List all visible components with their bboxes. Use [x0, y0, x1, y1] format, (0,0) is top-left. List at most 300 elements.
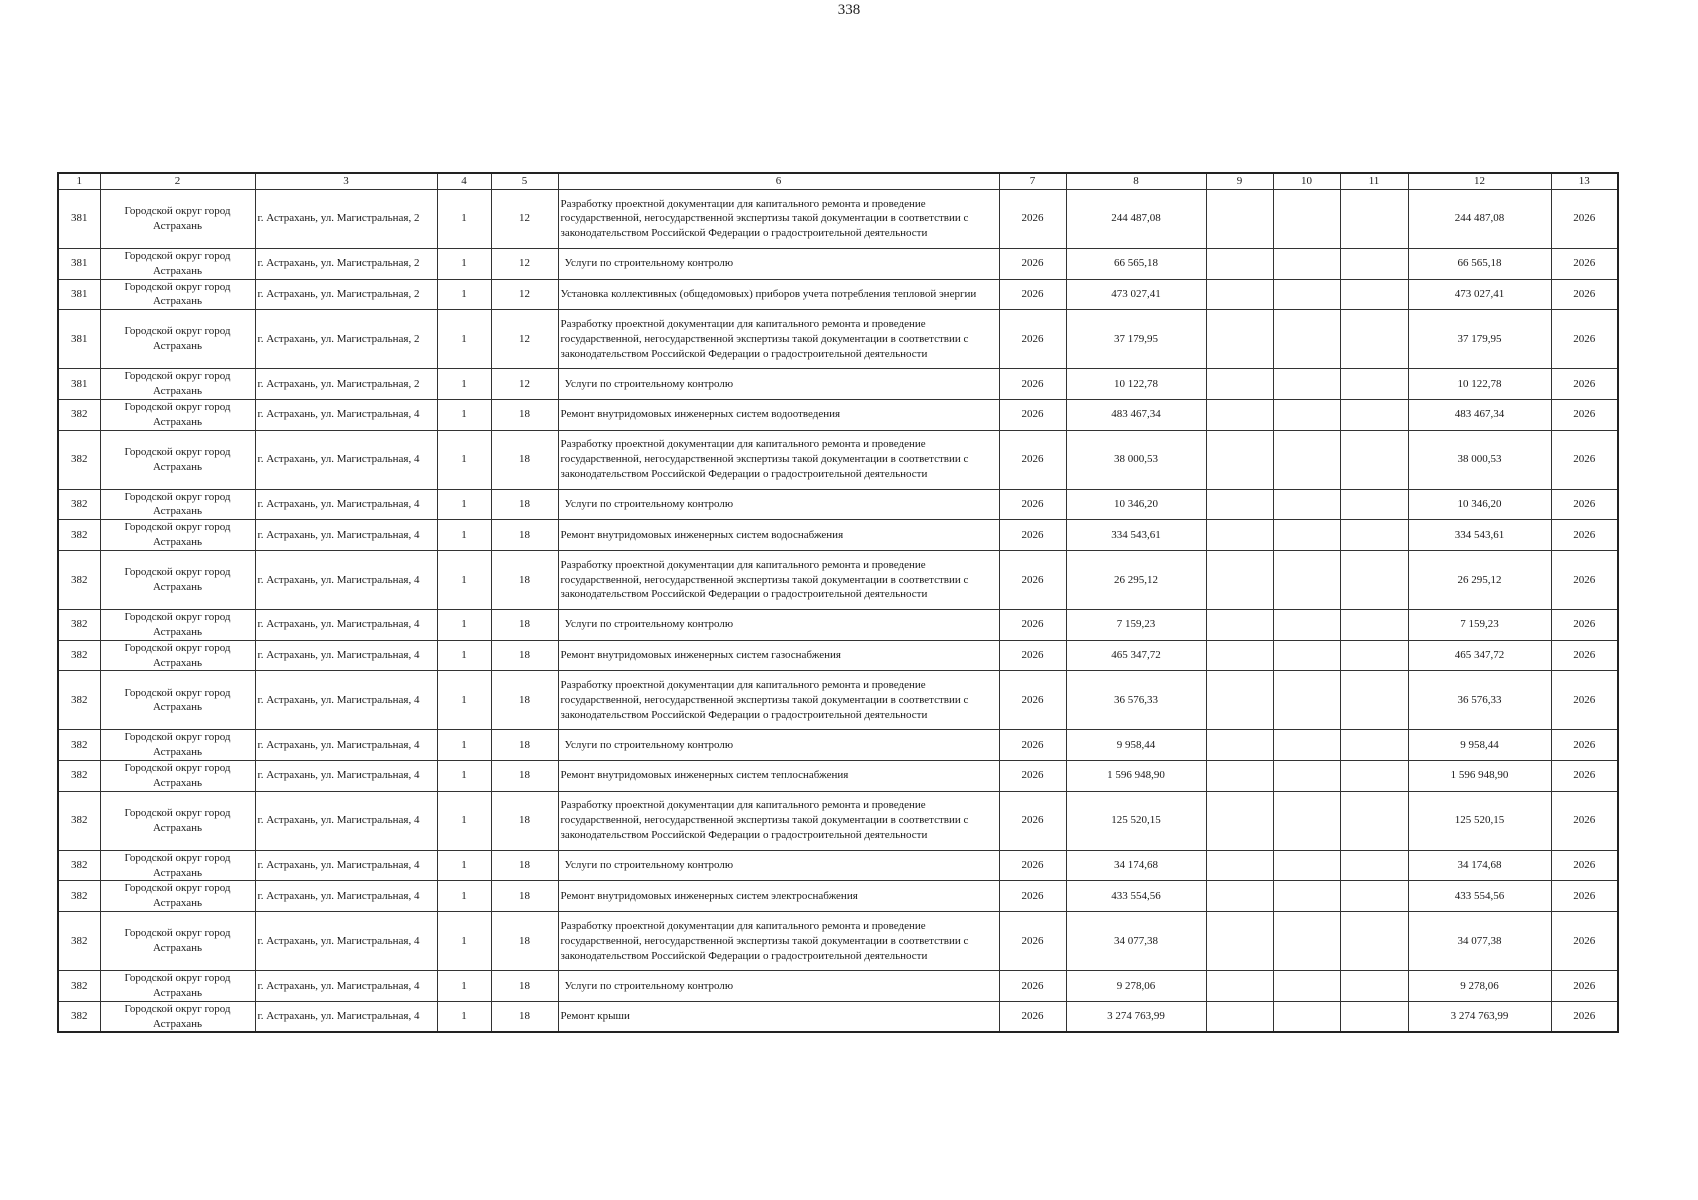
municipality-cell: Городской округ город Астрахань — [100, 310, 255, 369]
col4-cell: 1 — [437, 609, 491, 640]
work-type-cell: Разработку проектной документации для капитального ремонта и проведение государственной, негосударственной экспертизы такой документации в соответствии с законодательством Российской Федерации о градостроительной деятельности — [558, 430, 999, 489]
col10-cell — [1273, 971, 1340, 1002]
col11-cell — [1340, 730, 1408, 761]
col5-cell: 18 — [491, 520, 558, 551]
col4-cell: 1 — [437, 730, 491, 761]
completion-year-cell: 2026 — [1551, 640, 1618, 671]
col10-cell — [1273, 279, 1340, 310]
address-cell: г. Астрахань, ул. Магистральная, 4 — [255, 640, 437, 671]
work-type-cell: Услуги по строительному контролю — [558, 850, 999, 881]
col5-cell: 18 — [491, 671, 558, 730]
address-cell: г. Астрахань, ул. Магистральная, 4 — [255, 430, 437, 489]
municipality-cell: Городской округ город Астрахань — [100, 640, 255, 671]
completion-year-cell: 2026 — [1551, 279, 1618, 310]
col10-cell — [1273, 671, 1340, 730]
table-row — [58, 310, 1618, 369]
cost-cell: 10 122,78 — [1066, 369, 1206, 400]
column-header: 6 — [558, 173, 999, 189]
col4-cell: 1 — [437, 912, 491, 971]
col4-cell: 1 — [437, 279, 491, 310]
year-cell: 2026 — [999, 248, 1066, 279]
row-number-cell: 382 — [58, 761, 100, 792]
municipality-cell: Городской округ город Астрахань — [100, 609, 255, 640]
cost-cell: 66 565,18 — [1066, 248, 1206, 279]
municipality-cell: Городской округ город Астрахань — [100, 850, 255, 881]
column-header: 9 — [1206, 173, 1273, 189]
col4-cell: 1 — [437, 399, 491, 430]
col5-cell: 18 — [491, 399, 558, 430]
col9-cell — [1206, 489, 1273, 520]
year-cell: 2026 — [999, 399, 1066, 430]
table-row — [58, 791, 1618, 850]
completion-year-cell: 2026 — [1551, 971, 1618, 1002]
col10-cell — [1273, 640, 1340, 671]
col11-cell — [1340, 881, 1408, 912]
col9-cell — [1206, 399, 1273, 430]
col11-cell — [1340, 310, 1408, 369]
municipality-cell: Городской округ город Астрахань — [100, 791, 255, 850]
col5-cell: 12 — [491, 310, 558, 369]
work-type-cell: Ремонт внутридомовых инженерных систем теплоснабжения — [558, 761, 999, 792]
col4-cell: 1 — [437, 1001, 491, 1032]
year-cell: 2026 — [999, 189, 1066, 248]
col5-cell: 18 — [491, 761, 558, 792]
row-number-cell: 382 — [58, 912, 100, 971]
column-header: 11 — [1340, 173, 1408, 189]
col9-cell — [1206, 640, 1273, 671]
col9-cell — [1206, 1001, 1273, 1032]
total-cell: 1 596 948,90 — [1408, 761, 1551, 792]
col11-cell — [1340, 189, 1408, 248]
completion-year-cell: 2026 — [1551, 310, 1618, 369]
col9-cell — [1206, 730, 1273, 761]
col11-cell — [1340, 550, 1408, 609]
municipality-cell: Городской округ город Астрахань — [100, 1001, 255, 1032]
col4-cell: 1 — [437, 881, 491, 912]
col9-cell — [1206, 310, 1273, 369]
address-cell: г. Астрахань, ул. Магистральная, 4 — [255, 550, 437, 609]
cost-cell: 26 295,12 — [1066, 550, 1206, 609]
work-type-cell: Разработку проектной документации для капитального ремонта и проведение государственной, негосударственной экспертизы такой документации в соответствии с законодательством Российской Федерации о градостроительной деятельности — [558, 912, 999, 971]
col11-cell — [1340, 791, 1408, 850]
col5-cell: 18 — [491, 550, 558, 609]
total-cell: 465 347,72 — [1408, 640, 1551, 671]
completion-year-cell: 2026 — [1551, 550, 1618, 609]
cost-cell: 7 159,23 — [1066, 609, 1206, 640]
col11-cell — [1340, 640, 1408, 671]
col10-cell — [1273, 761, 1340, 792]
address-cell: г. Астрахань, ул. Магистральная, 2 — [255, 310, 437, 369]
completion-year-cell: 2026 — [1551, 671, 1618, 730]
year-cell: 2026 — [999, 881, 1066, 912]
total-cell: 10 122,78 — [1408, 369, 1551, 400]
column-number-row — [58, 173, 1618, 189]
column-header: 4 — [437, 173, 491, 189]
col4-cell: 1 — [437, 671, 491, 730]
col11-cell — [1340, 671, 1408, 730]
col10-cell — [1273, 850, 1340, 881]
col11-cell — [1340, 1001, 1408, 1032]
year-cell: 2026 — [999, 609, 1066, 640]
municipality-cell: Городской округ город Астрахань — [100, 189, 255, 248]
page-number: 338 — [837, 2, 861, 18]
col5-cell: 12 — [491, 369, 558, 400]
work-type-cell: Разработку проектной документации для капитального ремонта и проведение государственной, негосударственной экспертизы такой документации в соответствии с законодательством Российской Федерации о градостроительной деятельности — [558, 189, 999, 248]
col10-cell — [1273, 730, 1340, 761]
col11-cell — [1340, 430, 1408, 489]
col5-cell: 12 — [491, 189, 558, 248]
col10-cell — [1273, 369, 1340, 400]
col10-cell — [1273, 399, 1340, 430]
cost-cell: 36 576,33 — [1066, 671, 1206, 730]
row-number-cell: 382 — [58, 489, 100, 520]
municipality-cell: Городской округ город Астрахань — [100, 912, 255, 971]
col5-cell: 18 — [491, 430, 558, 489]
total-cell: 473 027,41 — [1408, 279, 1551, 310]
col4-cell: 1 — [437, 761, 491, 792]
municipality-cell: Городской округ город Астрахань — [100, 671, 255, 730]
col9-cell — [1206, 430, 1273, 489]
cost-cell: 1 596 948,90 — [1066, 761, 1206, 792]
col11-cell — [1340, 248, 1408, 279]
col10-cell — [1273, 550, 1340, 609]
municipality-cell: Городской округ город Астрахань — [100, 520, 255, 551]
column-header: 1 — [58, 173, 100, 189]
work-type-cell: Услуги по строительному контролю — [558, 489, 999, 520]
column-header: 5 — [491, 173, 558, 189]
year-cell: 2026 — [999, 912, 1066, 971]
col5-cell: 18 — [491, 1001, 558, 1032]
column-header: 2 — [100, 173, 255, 189]
col10-cell — [1273, 248, 1340, 279]
municipality-cell: Городской округ город Астрахань — [100, 881, 255, 912]
total-cell: 38 000,53 — [1408, 430, 1551, 489]
municipality-cell: Городской округ город Астрахань — [100, 550, 255, 609]
total-cell: 37 179,95 — [1408, 310, 1551, 369]
col5-cell: 18 — [491, 850, 558, 881]
work-type-cell: Разработку проектной документации для капитального ремонта и проведение государственной, негосударственной экспертизы такой документации в соответствии с законодательством Российской Федерации о градостроительной деятельности — [558, 791, 999, 850]
completion-year-cell: 2026 — [1551, 248, 1618, 279]
col10-cell — [1273, 189, 1340, 248]
completion-year-cell: 2026 — [1551, 189, 1618, 248]
cost-cell: 465 347,72 — [1066, 640, 1206, 671]
completion-year-cell: 2026 — [1551, 369, 1618, 400]
row-number-cell: 382 — [58, 430, 100, 489]
col9-cell — [1206, 609, 1273, 640]
col11-cell — [1340, 971, 1408, 1002]
address-cell: г. Астрахань, ул. Магистральная, 4 — [255, 671, 437, 730]
cost-cell: 9 958,44 — [1066, 730, 1206, 761]
table-row — [58, 189, 1618, 248]
col5-cell: 18 — [491, 640, 558, 671]
address-cell: г. Астрахань, ул. Магистральная, 4 — [255, 1001, 437, 1032]
total-cell: 36 576,33 — [1408, 671, 1551, 730]
col5-cell: 18 — [491, 971, 558, 1002]
table-row — [58, 881, 1618, 912]
completion-year-cell: 2026 — [1551, 730, 1618, 761]
col10-cell — [1273, 1001, 1340, 1032]
completion-year-cell: 2026 — [1551, 791, 1618, 850]
col9-cell — [1206, 248, 1273, 279]
completion-year-cell: 2026 — [1551, 609, 1618, 640]
work-type-cell: Услуги по строительному контролю — [558, 609, 999, 640]
col4-cell: 1 — [437, 248, 491, 279]
col11-cell — [1340, 489, 1408, 520]
col9-cell — [1206, 791, 1273, 850]
work-type-cell: Ремонт внутридомовых инженерных систем электроснабжения — [558, 881, 999, 912]
total-cell: 3 274 763,99 — [1408, 1001, 1551, 1032]
row-number-cell: 381 — [58, 248, 100, 279]
table-row — [58, 520, 1618, 551]
col4-cell: 1 — [437, 489, 491, 520]
col11-cell — [1340, 369, 1408, 400]
col11-cell — [1340, 520, 1408, 551]
col9-cell — [1206, 912, 1273, 971]
work-type-cell: Установка коллективных (общедомовых) приборов учета потребления тепловой энергии — [558, 279, 999, 310]
col5-cell: 12 — [491, 248, 558, 279]
completion-year-cell: 2026 — [1551, 1001, 1618, 1032]
col5-cell: 18 — [491, 791, 558, 850]
col4-cell: 1 — [437, 310, 491, 369]
col11-cell — [1340, 279, 1408, 310]
row-number-cell: 381 — [58, 189, 100, 248]
cost-cell: 9 278,06 — [1066, 971, 1206, 1002]
year-cell: 2026 — [999, 520, 1066, 551]
municipality-cell: Городской округ город Астрахань — [100, 369, 255, 400]
total-cell: 26 295,12 — [1408, 550, 1551, 609]
address-cell: г. Астрахань, ул. Магистральная, 2 — [255, 369, 437, 400]
row-number-cell: 382 — [58, 730, 100, 761]
year-cell: 2026 — [999, 640, 1066, 671]
col9-cell — [1206, 279, 1273, 310]
col4-cell: 1 — [437, 430, 491, 489]
cost-cell: 334 543,61 — [1066, 520, 1206, 551]
completion-year-cell: 2026 — [1551, 850, 1618, 881]
work-type-cell: Услуги по строительному контролю — [558, 369, 999, 400]
address-cell: г. Астрахань, ул. Магистральная, 4 — [255, 881, 437, 912]
table-row — [58, 640, 1618, 671]
col9-cell — [1206, 550, 1273, 609]
row-number-cell: 381 — [58, 279, 100, 310]
row-number-cell: 382 — [58, 1001, 100, 1032]
row-number-cell: 382 — [58, 640, 100, 671]
col5-cell: 18 — [491, 912, 558, 971]
year-cell: 2026 — [999, 430, 1066, 489]
completion-year-cell: 2026 — [1551, 520, 1618, 551]
year-cell: 2026 — [999, 1001, 1066, 1032]
year-cell: 2026 — [999, 369, 1066, 400]
table-row — [58, 489, 1618, 520]
row-number-cell: 381 — [58, 369, 100, 400]
address-cell: г. Астрахань, ул. Магистральная, 4 — [255, 971, 437, 1002]
address-cell: г. Астрахань, ул. Магистральная, 4 — [255, 489, 437, 520]
total-cell: 433 554,56 — [1408, 881, 1551, 912]
work-type-cell: Разработку проектной документации для капитального ремонта и проведение государственной, негосударственной экспертизы такой документации в соответствии с законодательством Российской Федерации о градостроительной деятельности — [558, 310, 999, 369]
column-header: 12 — [1408, 173, 1551, 189]
col4-cell: 1 — [437, 791, 491, 850]
table-row — [58, 430, 1618, 489]
col11-cell — [1340, 609, 1408, 640]
col4-cell: 1 — [437, 850, 491, 881]
column-header: 7 — [999, 173, 1066, 189]
table-row — [58, 1001, 1618, 1032]
table-row — [58, 279, 1618, 310]
row-number-cell: 382 — [58, 399, 100, 430]
cost-cell: 473 027,41 — [1066, 279, 1206, 310]
municipality-cell: Городской округ город Астрахань — [100, 489, 255, 520]
address-cell: г. Астрахань, ул. Магистральная, 2 — [255, 189, 437, 248]
row-number-cell: 382 — [58, 520, 100, 551]
table-body — [58, 189, 1618, 1032]
row-number-cell: 382 — [58, 850, 100, 881]
address-cell: г. Астрахань, ул. Магистральная, 4 — [255, 609, 437, 640]
row-number-cell: 382 — [58, 609, 100, 640]
municipality-cell: Городской округ город Астрахань — [100, 399, 255, 430]
work-type-cell: Ремонт внутридомовых инженерных систем газоснабжения — [558, 640, 999, 671]
col5-cell: 18 — [491, 730, 558, 761]
municipality-cell: Городской округ город Астрахань — [100, 761, 255, 792]
col9-cell — [1206, 881, 1273, 912]
year-cell: 2026 — [999, 971, 1066, 1002]
year-cell: 2026 — [999, 730, 1066, 761]
table-row — [58, 671, 1618, 730]
col4-cell: 1 — [437, 640, 491, 671]
capital-repair-table — [57, 172, 1619, 1033]
col10-cell — [1273, 791, 1340, 850]
total-cell: 334 543,61 — [1408, 520, 1551, 551]
row-number-cell: 382 — [58, 550, 100, 609]
table-row — [58, 399, 1618, 430]
col4-cell: 1 — [437, 369, 491, 400]
completion-year-cell: 2026 — [1551, 430, 1618, 489]
year-cell: 2026 — [999, 850, 1066, 881]
table-row — [58, 248, 1618, 279]
row-number-cell: 382 — [58, 881, 100, 912]
cost-cell: 38 000,53 — [1066, 430, 1206, 489]
column-header: 10 — [1273, 173, 1340, 189]
cost-cell: 244 487,08 — [1066, 189, 1206, 248]
municipality-cell: Городской округ город Астрахань — [100, 730, 255, 761]
col9-cell — [1206, 189, 1273, 248]
total-cell: 9 958,44 — [1408, 730, 1551, 761]
table-row — [58, 761, 1618, 792]
col10-cell — [1273, 881, 1340, 912]
cost-cell: 34 174,68 — [1066, 850, 1206, 881]
col9-cell — [1206, 761, 1273, 792]
year-cell: 2026 — [999, 761, 1066, 792]
address-cell: г. Астрахань, ул. Магистральная, 2 — [255, 248, 437, 279]
table-row — [58, 609, 1618, 640]
address-cell: г. Астрахань, ул. Магистральная, 4 — [255, 399, 437, 430]
work-type-cell: Услуги по строительному контролю — [558, 730, 999, 761]
col10-cell — [1273, 912, 1340, 971]
total-cell: 10 346,20 — [1408, 489, 1551, 520]
address-cell: г. Астрахань, ул. Магистральная, 4 — [255, 730, 437, 761]
address-cell: г. Астрахань, ул. Магистральная, 4 — [255, 850, 437, 881]
work-type-cell: Услуги по строительному контролю — [558, 971, 999, 1002]
col9-cell — [1206, 369, 1273, 400]
col9-cell — [1206, 971, 1273, 1002]
col10-cell — [1273, 310, 1340, 369]
work-type-cell: Разработку проектной документации для капитального ремонта и проведение государственной, негосударственной экспертизы такой документации в соответствии с законодательством Российской Федерации о градостроительной деятельности — [558, 550, 999, 609]
work-type-cell: Ремонт крыши — [558, 1001, 999, 1032]
col10-cell — [1273, 609, 1340, 640]
cost-cell: 483 467,34 — [1066, 399, 1206, 430]
cost-cell: 37 179,95 — [1066, 310, 1206, 369]
total-cell: 9 278,06 — [1408, 971, 1551, 1002]
cost-cell: 10 346,20 — [1066, 489, 1206, 520]
completion-year-cell: 2026 — [1551, 489, 1618, 520]
col10-cell — [1273, 430, 1340, 489]
total-cell: 66 565,18 — [1408, 248, 1551, 279]
year-cell: 2026 — [999, 489, 1066, 520]
table-row — [58, 369, 1618, 400]
cost-cell: 125 520,15 — [1066, 791, 1206, 850]
year-cell: 2026 — [999, 279, 1066, 310]
col10-cell — [1273, 520, 1340, 551]
municipality-cell: Городской округ город Астрахань — [100, 971, 255, 1002]
row-number-cell: 382 — [58, 791, 100, 850]
col5-cell: 18 — [491, 881, 558, 912]
col5-cell: 18 — [491, 489, 558, 520]
col5-cell: 18 — [491, 609, 558, 640]
col10-cell — [1273, 489, 1340, 520]
municipality-cell: Городской округ город Астрахань — [100, 248, 255, 279]
completion-year-cell: 2026 — [1551, 399, 1618, 430]
completion-year-cell: 2026 — [1551, 761, 1618, 792]
year-cell: 2026 — [999, 671, 1066, 730]
address-cell: г. Астрахань, ул. Магистральная, 4 — [255, 912, 437, 971]
col4-cell: 1 — [437, 550, 491, 609]
address-cell: г. Астрахань, ул. Магистральная, 4 — [255, 520, 437, 551]
table-row — [58, 550, 1618, 609]
address-cell: г. Астрахань, ул. Магистральная, 2 — [255, 279, 437, 310]
address-cell: г. Астрахань, ул. Магистральная, 4 — [255, 791, 437, 850]
col11-cell — [1340, 761, 1408, 792]
row-number-cell: 381 — [58, 310, 100, 369]
total-cell: 34 077,38 — [1408, 912, 1551, 971]
completion-year-cell: 2026 — [1551, 912, 1618, 971]
total-cell: 34 174,68 — [1408, 850, 1551, 881]
work-type-cell: Ремонт внутридомовых инженерных систем водоснабжения — [558, 520, 999, 551]
row-number-cell: 382 — [58, 671, 100, 730]
col4-cell: 1 — [437, 971, 491, 1002]
col5-cell: 12 — [491, 279, 558, 310]
table-row — [58, 912, 1618, 971]
column-header: 3 — [255, 173, 437, 189]
total-cell: 7 159,23 — [1408, 609, 1551, 640]
completion-year-cell: 2026 — [1551, 881, 1618, 912]
total-cell: 244 487,08 — [1408, 189, 1551, 248]
year-cell: 2026 — [999, 791, 1066, 850]
col9-cell — [1206, 520, 1273, 551]
year-cell: 2026 — [999, 550, 1066, 609]
row-number-cell: 382 — [58, 971, 100, 1002]
table-row — [58, 850, 1618, 881]
col4-cell: 1 — [437, 520, 491, 551]
col11-cell — [1340, 850, 1408, 881]
col4-cell: 1 — [437, 189, 491, 248]
col11-cell — [1340, 399, 1408, 430]
table-row — [58, 730, 1618, 761]
cost-cell: 3 274 763,99 — [1066, 1001, 1206, 1032]
work-type-cell: Услуги по строительному контролю — [558, 248, 999, 279]
work-type-cell: Разработку проектной документации для капитального ремонта и проведение государственной, негосударственной экспертизы такой документации в соответствии с законодательством Российской Федерации о градостроительной деятельности — [558, 671, 999, 730]
address-cell: г. Астрахань, ул. Магистральная, 4 — [255, 761, 437, 792]
municipality-cell: Городской округ город Астрахань — [100, 430, 255, 489]
table-row — [58, 971, 1618, 1002]
col9-cell — [1206, 671, 1273, 730]
